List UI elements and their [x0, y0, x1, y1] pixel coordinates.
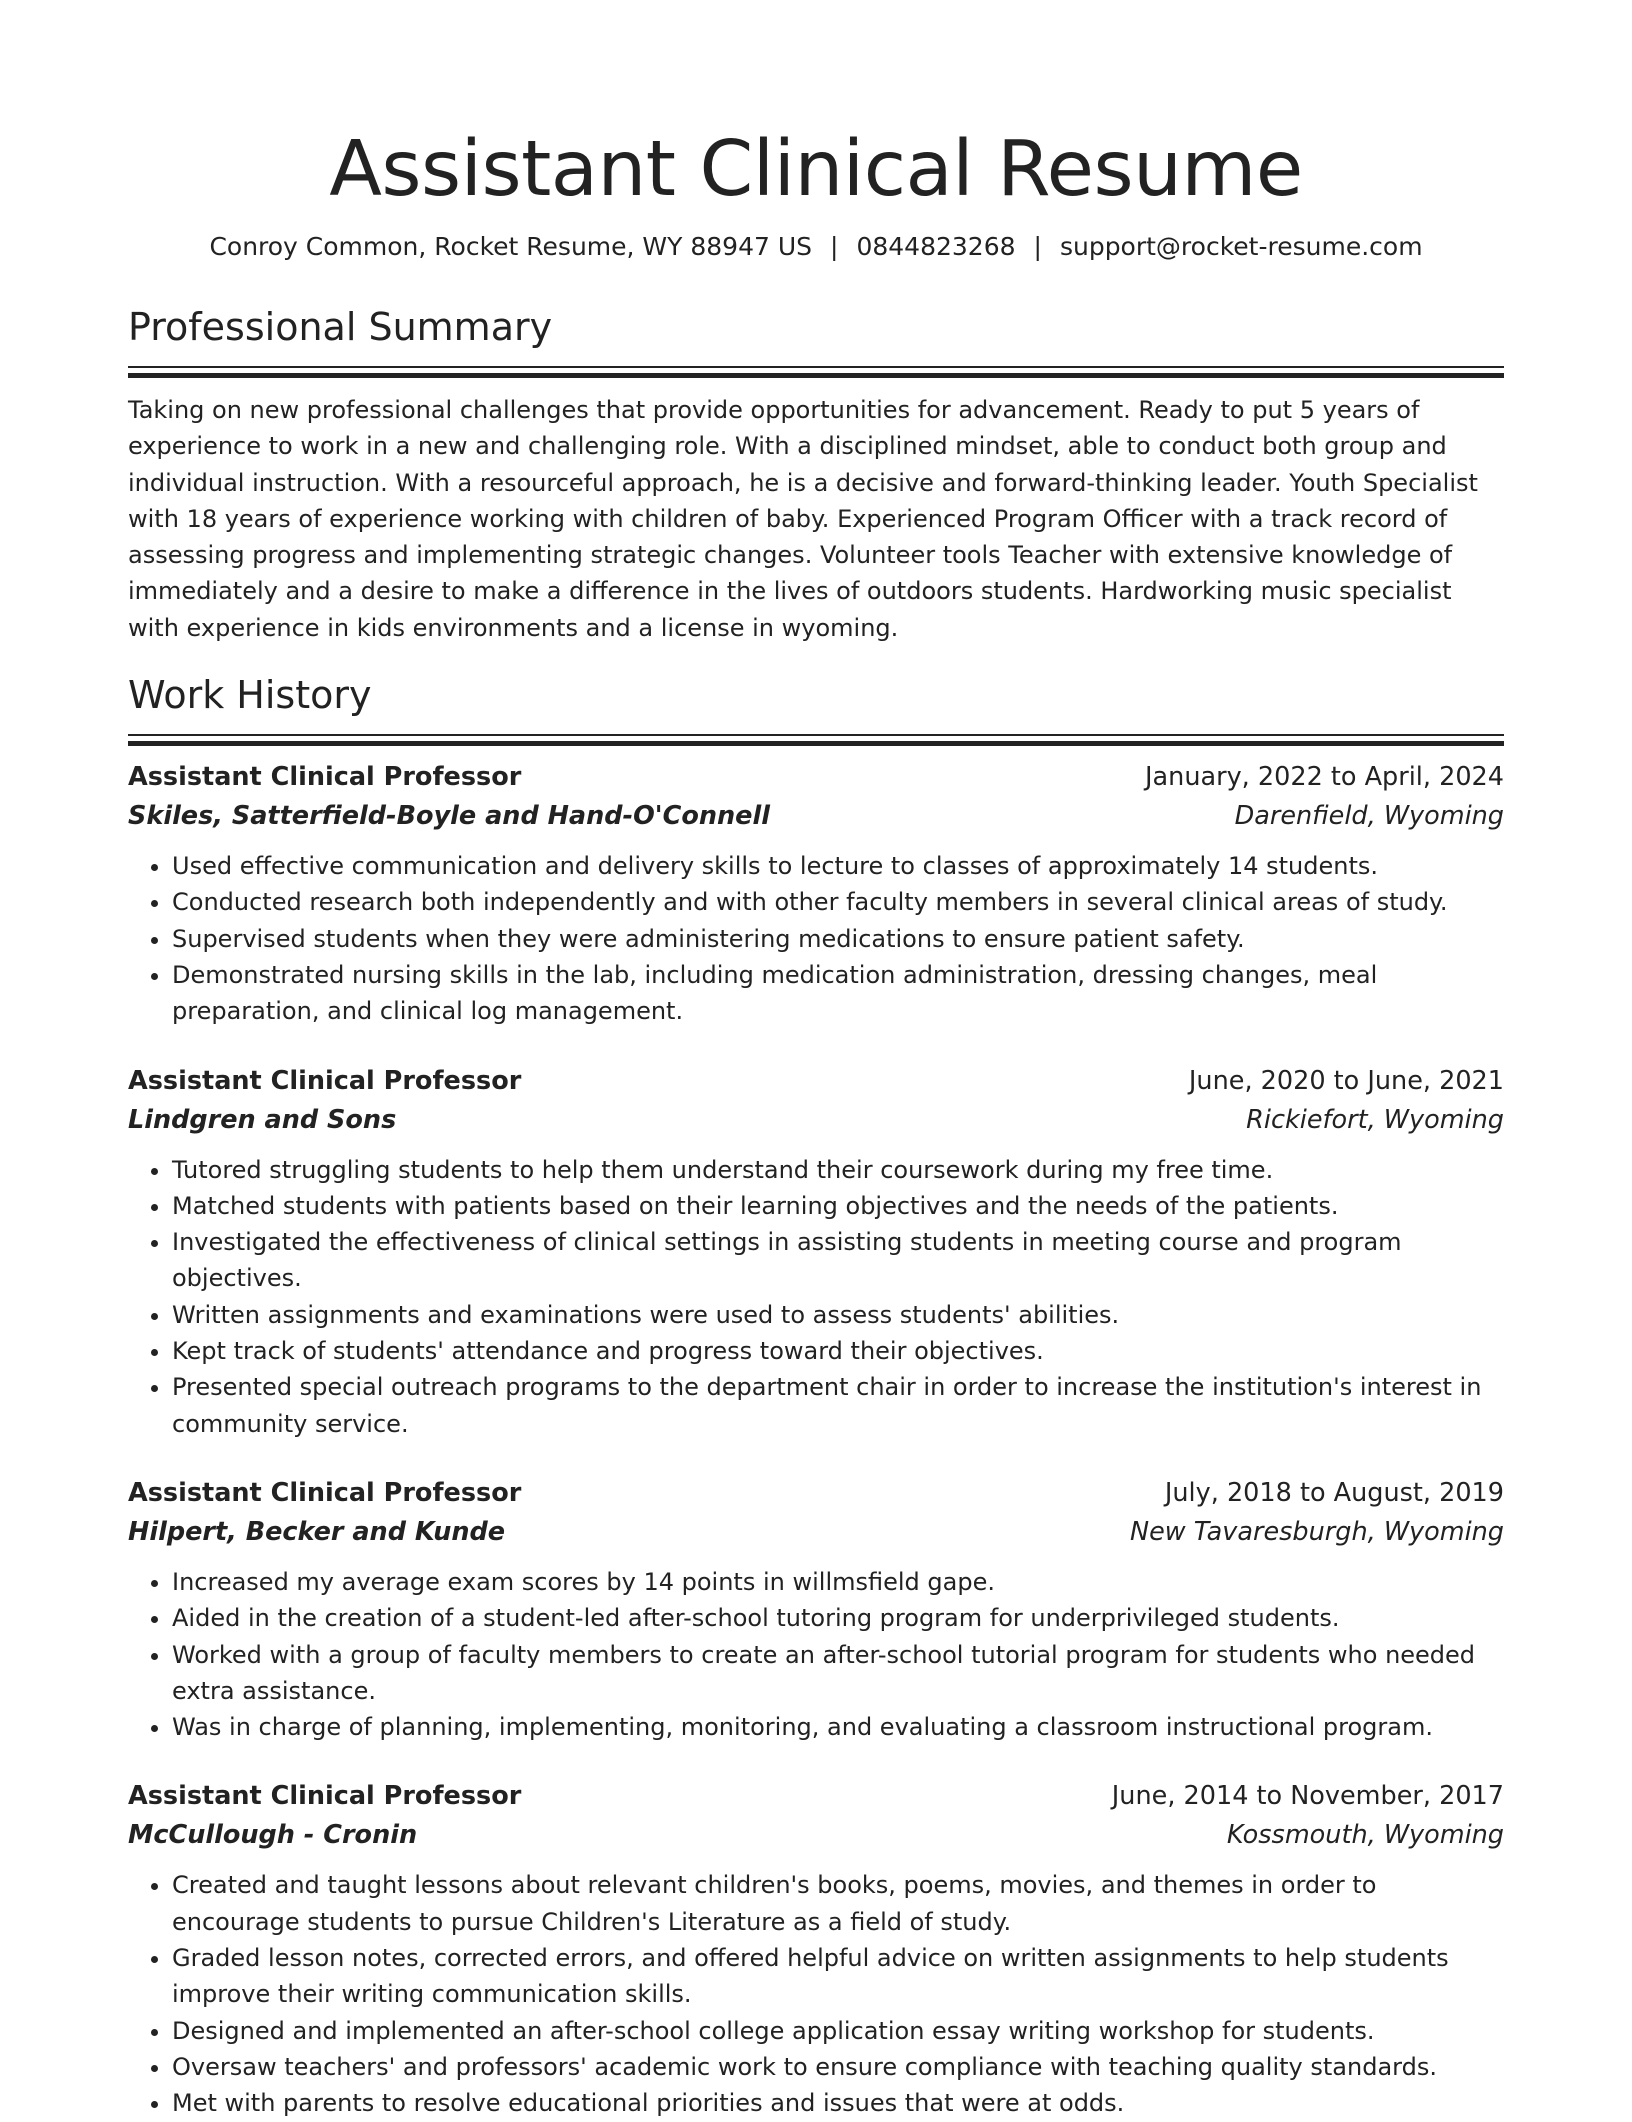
job-duty: • Increased my average exam scores by 14 points in willmsfield gape.: [172, 1564, 1504, 1600]
job-duty: • Used effective communication and delivery skills to lecture to classes of approximately 14 students.: [172, 848, 1504, 884]
job-duty: • Designed and implemented an after-school college application essay writing workshop for students.: [172, 2013, 1504, 2049]
job-entry: [128, 1062, 1504, 1442]
job-duty: • Created and taught lessons about relevant children's books, poems, movies, and themes in order to encourage students to pursue Children's Literature as a field of study.: [172, 1867, 1504, 1940]
job-duty: • Kept track of students' attendance and progress toward their objectives.: [172, 1333, 1504, 1369]
job-duty: • Met with parents to resolve educational priorities and issues that were at odds.: [172, 2085, 1504, 2121]
job-duties-list: [128, 1152, 1504, 1442]
job-location: Darenfield, Wyoming: [1234, 801, 1504, 832]
job-entry: [128, 1474, 1504, 1745]
job-company: McCullough - Cronin: [128, 1820, 418, 1851]
section-heading-work: Work History: [128, 673, 372, 718]
job-header: [128, 1777, 1504, 1815]
job-duty: • Demonstrated nursing skills in the lab, including medication administration, dressing changes, meal preparation, and clinical log management.: [172, 957, 1504, 1030]
job-duty: • Conducted research both independently and with other faculty members in several clinical areas of study.: [172, 884, 1504, 920]
job-duty: • Aided in the creation of a student-led after-school tutoring program for underprivileged students.: [172, 1600, 1504, 1636]
job-location: New Tavaresburgh, Wyoming: [1130, 1516, 1504, 1547]
job-duty: • Was in charge of planning, implementing, monitoring, and evaluating a classroom instructional program.: [172, 1709, 1504, 1745]
job-title: Assistant Clinical Professor: [128, 762, 522, 793]
job-subheader: [128, 1512, 1504, 1552]
job-location: Rickiefort, Wyoming: [1246, 1104, 1504, 1135]
contact-line: [128, 230, 1504, 264]
section-divider: [128, 734, 1504, 746]
section-divider: [128, 366, 1504, 378]
job-subheader: [128, 1815, 1504, 1855]
contact-separator: |: [830, 232, 839, 261]
job-duties-list: [128, 848, 1504, 1029]
contact-phone: 0844823268: [856, 232, 1016, 261]
job-entry: [128, 758, 1504, 1029]
job-dates: January, 2022 to April, 2024: [1145, 762, 1504, 793]
job-dates: July, 2018 to August, 2019: [1164, 1477, 1504, 1508]
job-subheader: [128, 1100, 1504, 1140]
job-title: Assistant Clinical Professor: [128, 1065, 522, 1096]
job-header: [128, 1474, 1504, 1512]
job-duty: • Supervised students when they were administering medications to ensure patient safety.: [172, 921, 1504, 957]
job-company: Skiles, Satterfield-Boyle and Hand-O'Connell: [128, 801, 770, 832]
job-entry: [128, 1777, 1504, 2121]
job-duty: • Worked with a group of faculty members to create an after-school tutorial program for students who needed extra assistance.: [172, 1637, 1504, 1710]
contact-separator: |: [1033, 232, 1042, 261]
job-dates: June, 2020 to June, 2021: [1188, 1065, 1504, 1096]
job-duties-list: [128, 1564, 1504, 1745]
job-duty: • Oversaw teachers' and professors' academic work to ensure compliance with teaching quality standards.: [172, 2049, 1504, 2085]
summary-text: Taking on new professional challenges that provide opportunities for advancement. Ready to put 5 years of experience to work in a new and challenging role. With a disciplined mindset, able to conduct both group and individual instruction. With a resourceful approach, he is a decisive and forward-thinking leader. Youth Specialist with 18 years of experience working with children of baby. Experienced Program Officer with a track record of assessing progress and implementing strategic changes. Volunteer tools Teacher with extensive knowledge of immediately and a desire to make a difference in the lives of outdoors students. Hardworking music specialist with experience in kids environments and a license in wyoming.: [128, 396, 1478, 642]
job-company: Hilpert, Becker and Kunde: [128, 1516, 506, 1547]
job-duty: • Matched students with patients based on their learning objectives and the needs of the patients.: [172, 1188, 1504, 1224]
job-location: Kossmouth, Wyoming: [1226, 1820, 1504, 1851]
job-subheader: [128, 796, 1504, 836]
job-header: [128, 758, 1504, 796]
job-dates: June, 2014 to November, 2017: [1111, 1781, 1504, 1812]
professional-summary-section: [128, 302, 1504, 646]
job-duty: • Written assignments and examinations were used to assess students' abilities.: [172, 1297, 1504, 1333]
job-title: Assistant Clinical Professor: [128, 1477, 522, 1508]
resume-page: [128, 0, 1504, 2122]
job-duty: • Tutored struggling students to help them understand their coursework during my free time.: [172, 1152, 1504, 1188]
contact-address: Conroy Common, Rocket Resume, WY 88947 US: [209, 232, 813, 261]
resume-title: Assistant Clinical Resume: [329, 125, 1303, 214]
job-duties-list: [128, 1867, 1504, 2121]
work-history-section: [128, 670, 1504, 2121]
job-duty: • Presented special outreach programs to the department chair in order to increase the institution's interest in community service.: [172, 1369, 1504, 1442]
job-company: Lindgren and Sons: [128, 1104, 397, 1135]
job-title: Assistant Clinical Professor: [128, 1781, 522, 1812]
job-duty: • Investigated the effectiveness of clinical settings in assisting students in meeting course and program objectives.: [172, 1224, 1504, 1297]
section-heading-summary: Professional Summary: [128, 305, 553, 349]
contact-email: support@rocket-resume.com: [1059, 232, 1423, 261]
job-duty: • Graded lesson notes, corrected errors, and offered helpful advice on written assignments to help students improve their writing communication skills.: [172, 1940, 1504, 2013]
job-header: [128, 1062, 1504, 1100]
